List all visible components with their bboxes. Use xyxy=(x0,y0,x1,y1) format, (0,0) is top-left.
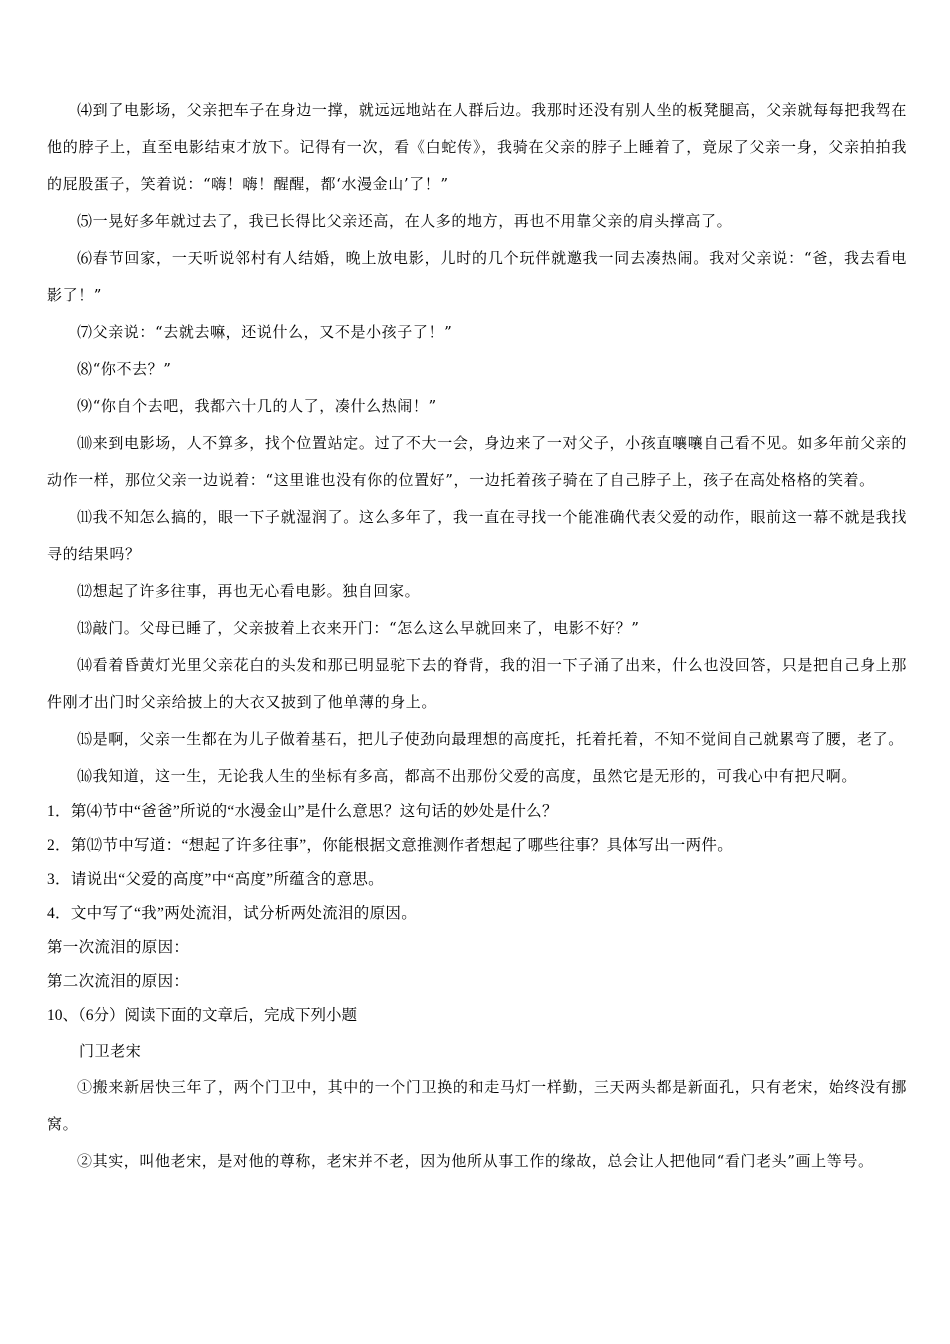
paragraph-8: ⑻“你不去？” xyxy=(77,360,172,378)
questions xyxy=(47,795,907,999)
paragraph-11: ⑾我不知怎么搞的，眼一下子就湿润了。这么多年了，我一直在寻找一个能准确代表父爱的动作，眼前这一幕不就是我找寻的结果吗？ xyxy=(47,508,907,563)
paragraph-5: ⑸一晃好多年就过去了，我已长得比父亲还高，在人多的地方，再也不用靠父亲的肩头撑高了。 xyxy=(77,212,733,230)
section-10-heading: 10、（6分）阅读下面的文章后，完成下列小题 xyxy=(47,1007,358,1024)
question-1: 1．第⑷节中“爸爸”所说的“水漫金山”是什么意思？这句话的妙处是什么？ xyxy=(47,803,558,820)
paragraph-16: ⒃我知道，这一生，无论我人生的坐标有多高，都高不出那份父爱的高度，虽然它是无形的，可我心中有把尺啊。 xyxy=(77,767,858,785)
paragraph-10: ⑽来到电影场，人不算多，找个位置站定。过了不大一会，身边来了一对父子，小孩直嚷嚷自己看不见。如多年前父亲的动作一样，那位父亲一边说着：“这里谁也没有你的位置好”，一边托着孩子骑在了自己脖子上，孩子在高处格格的笑着。 xyxy=(47,434,907,489)
passage xyxy=(47,92,907,795)
first-tears-reason: 第一次流泪的原因： xyxy=(47,939,190,956)
paragraph-15: ⒂是啊，父亲一生都在为儿子做着基石，把儿子使劲向最理想的高度托，托着托着，不知不觉间自己就累弯了腰，老了。 xyxy=(77,730,904,748)
question-4: 4．文中写了“我”两处流泪，试分析两处流泪的原因。 xyxy=(47,905,418,922)
paragraph-13: ⒀敲门。父母已睡了，父亲披着上衣来开门：“怎么这么早就回来了，电影不好？” xyxy=(77,619,640,637)
paragraph-7: ⑺父亲说：“去就去嘛，还说什么，又不是小孩子了！” xyxy=(77,323,453,341)
paragraph-14: ⒁看着昏黄灯光里父亲花白的头发和那已明显驼下去的脊背，我的泪一下子涌了出来，什么也没回答，只是把自己身上那件刚才出门时父亲给披上的大衣又披到了他单薄的身上。 xyxy=(47,656,907,711)
story-title: 门卫老宋 xyxy=(79,1042,142,1060)
document-page xyxy=(47,92,907,1180)
second-tears-reason: 第二次流泪的原因： xyxy=(47,973,190,990)
question-2: 2．第⑿节中写道：“想起了许多往事”，你能根据文意推测作者想起了哪些往事？具体写出一两件。 xyxy=(47,837,734,854)
story-paragraph-1: ①搬来新居快三年了，两个门卫中，其中的一个门卫换的和走马灯一样勤，三天两头都是新面孔，只有老宋，始终没有挪窝。 xyxy=(47,1078,907,1133)
paragraph-9: ⑼“你自个去吧，我都六十几的人了，凑什么热闹！” xyxy=(77,397,437,415)
paragraph-4: ⑷到了电影场，父亲把车子在身边一撑，就远远地站在人群后边。我那时还没有别人坐的板凳腿高，父亲就每每把我驾在他的脖子上，直至电影结束才放下。记得有一次，看《白蛇传》，我骑在父亲的脖子上睡着了，竟尿了父亲一身，父亲拍拍我的屁股蛋子，笑着说：“嗨！嗨！醒醒，都‘水漫金山’了！” xyxy=(47,101,907,193)
paragraph-6: ⑹春节回家，一天听说邻村有人结婚，晚上放电影，儿时的几个玩伴就邀我一同去凑热闹。我对父亲说：“爸，我去看电影了！” xyxy=(47,249,907,304)
paragraph-12: ⑿想起了许多往事，再也无心看电影。独自回家。 xyxy=(77,582,421,600)
story-paragraph-2: ②其实，叫他老宋，是对他的尊称，老宋并不老，因为他所从事工作的缘故，总会让人把他同“看门老头”画上等号。 xyxy=(77,1152,874,1170)
section-10 xyxy=(47,999,907,1180)
question-3: 3．请说出“父爱的高度”中“高度”所蕴含的意思。 xyxy=(47,871,384,888)
